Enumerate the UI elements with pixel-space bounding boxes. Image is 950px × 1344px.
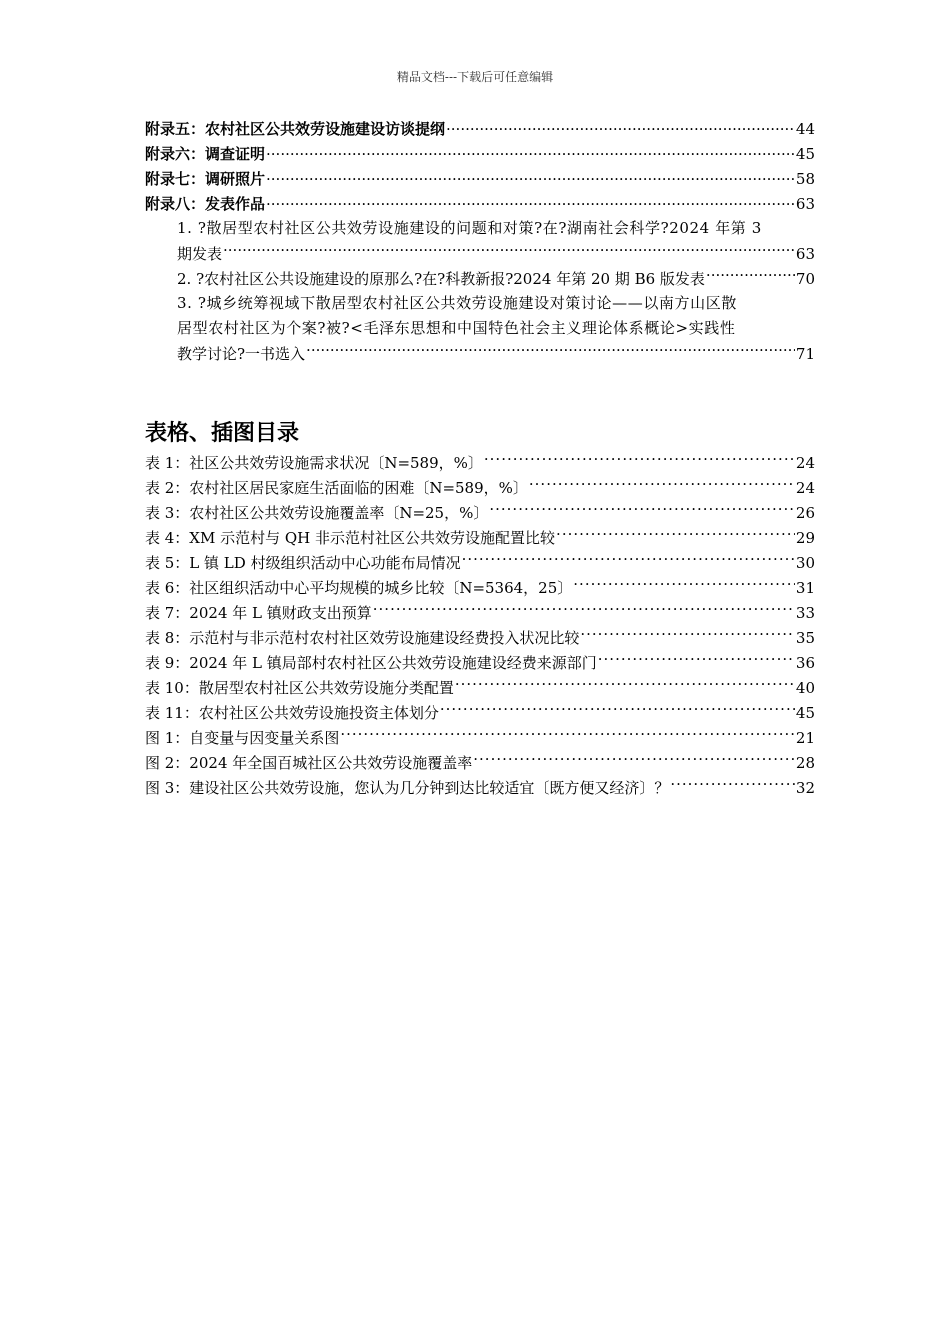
dot-leader — [340, 725, 795, 743]
publications-list — [145, 216, 815, 366]
dot-leader — [529, 475, 795, 493]
toc-entry-label: 附录八：发表作品 — [145, 195, 266, 213]
toc-entry[interactable] — [145, 500, 815, 525]
toc-page-number: 33 — [795, 604, 815, 622]
toc-page-number: 30 — [795, 554, 815, 572]
toc-entry-label: 图 3：建设社区公共效劳设施，您认为几分钟到达比较适宜〔既方便又经济〕？ — [145, 779, 670, 797]
dot-leader — [484, 450, 795, 468]
toc-entry-label: 表 1：社区公共效劳设施需求状况〔N=589，%〕 — [145, 454, 483, 472]
toc-page-number: 44 — [795, 120, 815, 138]
dot-leader — [706, 266, 795, 284]
toc-entry-label: 表 6：社区组织活动中心平均规模的城乡比较〔N=5364，25〕 — [145, 579, 573, 597]
toc-entry[interactable] — [145, 750, 815, 775]
toc-entry[interactable] — [145, 575, 815, 600]
dot-leader — [455, 675, 795, 693]
toc-page-number: 24 — [795, 479, 815, 497]
dot-leader — [489, 500, 795, 518]
toc-page-number: 21 — [795, 729, 815, 747]
page-header: 精品文档---下载后可任意编辑 — [396, 70, 554, 84]
dot-leader — [573, 575, 795, 593]
toc-entry-label: 期发表 — [177, 245, 223, 263]
dot-leader — [306, 341, 795, 359]
toc-entry-label: 表 10：散居型农村社区公共效劳设施分类配置 — [145, 679, 454, 697]
toc-entry[interactable] — [145, 625, 815, 650]
toc-entry[interactable] — [145, 525, 815, 550]
toc-entry[interactable] — [145, 475, 815, 500]
toc-entry[interactable] — [145, 191, 815, 216]
toc-page-number: 28 — [795, 754, 815, 772]
toc-page-number: 24 — [795, 454, 815, 472]
toc-page-number: 45 — [795, 145, 815, 163]
toc-page-number: 58 — [795, 170, 815, 188]
toc-page-number: 36 — [795, 654, 815, 672]
toc-entry[interactable] — [177, 241, 815, 266]
dot-leader — [266, 191, 795, 209]
dot-leader — [580, 625, 795, 643]
toc-entry[interactable] — [145, 141, 815, 166]
toc-entry-label: 2. ?农村社区公共设施建设的原那么?在?科教新报?2024 年第 20 期 B6 版发表 — [177, 270, 705, 288]
toc-entry-label: 图 1：自变量与因变量关系图 — [145, 729, 340, 747]
toc-entry[interactable] — [145, 700, 815, 725]
toc-entry-label: 表 8：示范村与非示范村农村社区效劳设施建设经费投入状况比较 — [145, 629, 580, 647]
publication-line: 3. ?城乡统筹视域下散居型农村社区公共效劳设施建设对策讨论——以南方山区散 — [177, 294, 737, 312]
toc-page-number: 26 — [795, 504, 815, 522]
publication-line: 居型农村社区为个案?被?<毛泽东思想和中国特色社会主义理论体系概论>实践性 — [177, 319, 736, 337]
toc-entry[interactable] — [177, 341, 815, 366]
section-title: 表格、插图目录 — [145, 420, 300, 446]
toc-entry-label: 表 3：农村社区公共效劳设施覆盖率〔N=25，%〕 — [145, 504, 489, 522]
figure-table-list — [145, 450, 815, 800]
dot-leader — [440, 700, 795, 718]
toc-page-number: 71 — [795, 345, 815, 363]
dot-leader — [598, 650, 795, 668]
toc-entry[interactable] — [145, 116, 815, 141]
toc-page-number: 70 — [795, 270, 815, 288]
appendix-toc — [145, 116, 815, 216]
dot-leader — [473, 750, 795, 768]
toc-page-number: 63 — [795, 195, 815, 213]
toc-page-number: 40 — [795, 679, 815, 697]
dot-leader — [373, 600, 795, 618]
toc-entry[interactable] — [145, 166, 815, 191]
toc-page-number: 45 — [795, 704, 815, 722]
toc-entry-label: 教学讨论?一书选入 — [177, 345, 306, 363]
toc-page-number: 31 — [795, 579, 815, 597]
toc-entry[interactable] — [177, 266, 815, 291]
toc-entry-label: 附录五：农村社区公共效劳设施建设访谈提纲 — [145, 120, 446, 138]
publication-line: 1. ?散居型农村社区公共效劳设施建设的问题和对策?在?湖南社会科学?2024 年第 3 — [177, 219, 762, 237]
toc-page-number: 35 — [795, 629, 815, 647]
toc-entry[interactable] — [145, 775, 815, 800]
toc-entry[interactable] — [145, 725, 815, 750]
toc-page-number: 29 — [795, 529, 815, 547]
toc-entry[interactable] — [145, 650, 815, 675]
toc-entry[interactable] — [145, 550, 815, 575]
toc-entry-label: 表 11：农村社区公共效劳设施投资主体划分 — [145, 704, 439, 722]
dot-leader — [462, 550, 795, 568]
toc-entry-label: 表 4：XM 示范村与 QH 非示范村社区公共效劳设施配置比较 — [145, 529, 556, 547]
toc-entry-label: 表 9：2024 年 L 镇局部村农村社区公共效劳设施建设经费来源部门 — [145, 654, 597, 672]
toc-page-number: 32 — [795, 779, 815, 797]
dot-leader — [266, 166, 795, 184]
dot-leader — [266, 141, 795, 159]
toc-entry-label: 表 2：农村社区居民家庭生活面临的困难〔N=589，%〕 — [145, 479, 528, 497]
toc-entry[interactable] — [145, 675, 815, 700]
toc-entry[interactable] — [145, 450, 815, 475]
dot-leader — [446, 116, 795, 134]
toc-entry-label: 图 2：2024 年全国百城社区公共效劳设施覆盖率 — [145, 754, 473, 772]
toc-entry-label: 表 7：2024 年 L 镇财政支出预算 — [145, 604, 372, 622]
dot-leader — [670, 775, 795, 793]
dot-leader — [556, 525, 795, 543]
toc-entry[interactable] — [145, 600, 815, 625]
toc-entry-label: 附录六：调查证明 — [145, 145, 266, 163]
dot-leader — [223, 241, 795, 259]
toc-entry-label: 表 5：L 镇 LD 村级组织活动中心功能布局情况 — [145, 554, 461, 572]
toc-page-number: 63 — [795, 245, 815, 263]
toc-entry-label: 附录七：调研照片 — [145, 170, 266, 188]
